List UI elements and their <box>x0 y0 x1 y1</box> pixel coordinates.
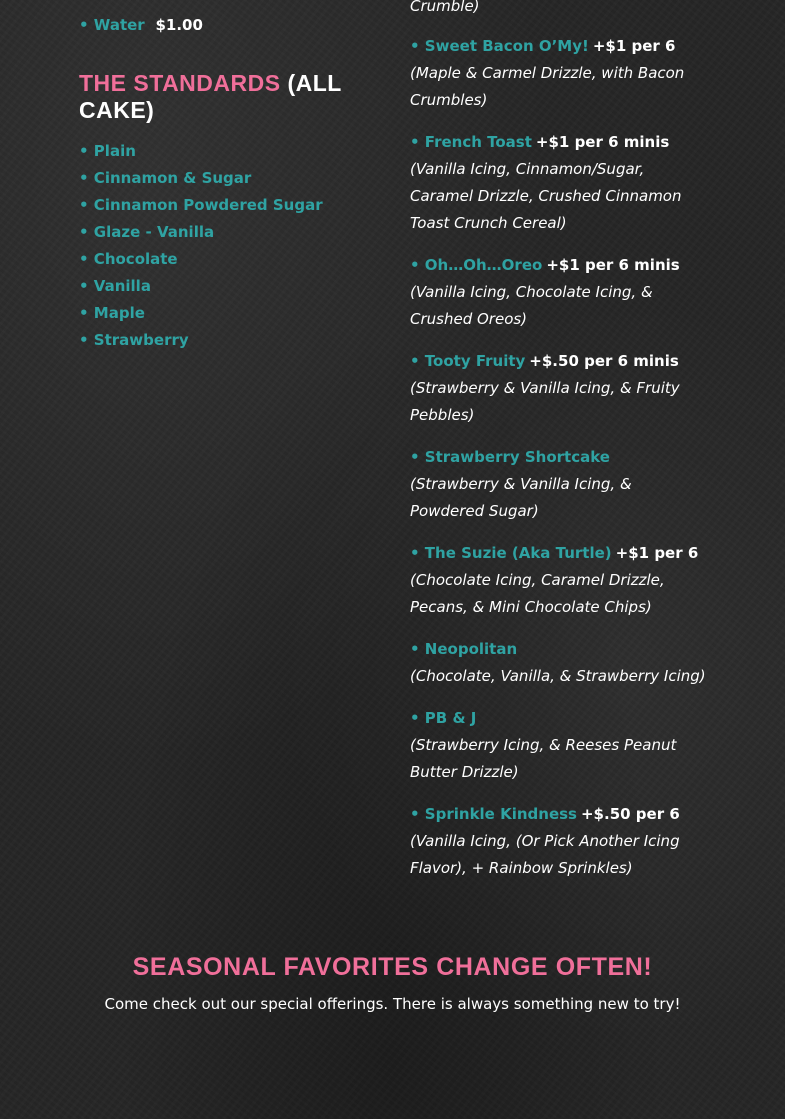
standards-item: • Strawberry <box>79 331 189 349</box>
specialty-name: • The Suzie (Aka Turtle) <box>410 544 612 562</box>
specialty-name: • Neopolitan <box>410 640 518 658</box>
specialty-description: (Strawberry & Vanilla Icing, & Powdered Sugar) <box>410 475 632 520</box>
seasonal-heading: SEASONAL FAVORITES CHANGE OFTEN! <box>132 953 653 981</box>
specialty-item <box>410 540 710 621</box>
specialty-description: (Vanilla Icing, Cinnamon/Sugar, Caramel Drizzle, Crushed Cinnamon Toast Crunch Cereal) <box>410 160 682 232</box>
standards-item: • Vanilla <box>79 277 151 295</box>
standards-item: • Glaze - Vanilla <box>79 223 215 241</box>
standards-item: • Cinnamon & Sugar <box>79 169 252 187</box>
standards-list <box>79 138 323 354</box>
specialty-item <box>410 444 710 525</box>
specialty-price: +$1 per 6 <box>615 544 699 562</box>
standards-item: • Chocolate <box>79 250 178 268</box>
specialty-name: • Sweet Bacon O’My! <box>410 37 589 55</box>
water-label: • Water <box>79 16 145 34</box>
previous-item-description-tail: Crumble) <box>410 0 480 15</box>
specialty-price: +$1 per 6 minis <box>546 256 680 274</box>
specialty-description: (Strawberry Icing, & Reeses Peanut Butter Drizzle) <box>410 736 677 781</box>
specialty-name: • Tooty Fruity <box>410 352 526 370</box>
standards-item: • Cinnamon Powdered Sugar <box>79 196 323 214</box>
specialty-item <box>410 801 710 882</box>
standards-heading-rest: (ALL CAKE) <box>79 70 342 123</box>
specialty-description: (Chocolate Icing, Caramel Drizzle, Pecans, & Mini Chocolate Chips) <box>410 571 665 616</box>
standards-heading-highlight: THE STANDARDS <box>79 70 281 96</box>
specialty-item <box>410 33 710 114</box>
specialty-name: • Oh…Oh…Oreo <box>410 256 543 274</box>
seasonal-subtitle: Come check out our special offerings. There is always something new to try! <box>104 995 681 1013</box>
specialty-item <box>410 252 710 333</box>
standards-heading <box>79 70 369 124</box>
specialty-name: • Sprinkle Kindness <box>410 805 577 823</box>
specialty-description: (Strawberry & Vanilla Icing, & Fruity Pebbles) <box>410 379 680 424</box>
specialty-description: (Chocolate, Vanilla, & Strawberry Icing) <box>410 667 706 685</box>
specialty-price: +$1 per 6 <box>592 37 676 55</box>
standards-item: • Maple <box>79 304 145 322</box>
standards-item: • Plain <box>79 142 136 160</box>
specialty-description: (Vanilla Icing, Chocolate Icing, & Crushed Oreos) <box>410 283 653 328</box>
specialty-name: • French Toast <box>410 133 532 151</box>
specialty-name: • PB & J <box>410 709 477 727</box>
specialty-item <box>410 129 710 237</box>
specialty-item <box>410 636 710 690</box>
water-item <box>79 16 203 34</box>
specialty-price: +$.50 per 6 <box>580 805 680 823</box>
specialty-description: (Maple & Carmel Drizzle, with Bacon Crumbles) <box>410 64 685 109</box>
specialty-description: (Vanilla Icing, (Or Pick Another Icing Flavor), + Rainbow Sprinkles) <box>410 832 680 877</box>
specialty-price: +$1 per 6 minis <box>535 133 670 151</box>
water-price: $1.00 <box>155 16 203 34</box>
specialty-item <box>410 705 710 786</box>
specialty-item <box>410 348 710 429</box>
specialty-price: +$.50 per 6 minis <box>529 352 679 370</box>
specialty-name: • Strawberry Shortcake <box>410 448 610 466</box>
